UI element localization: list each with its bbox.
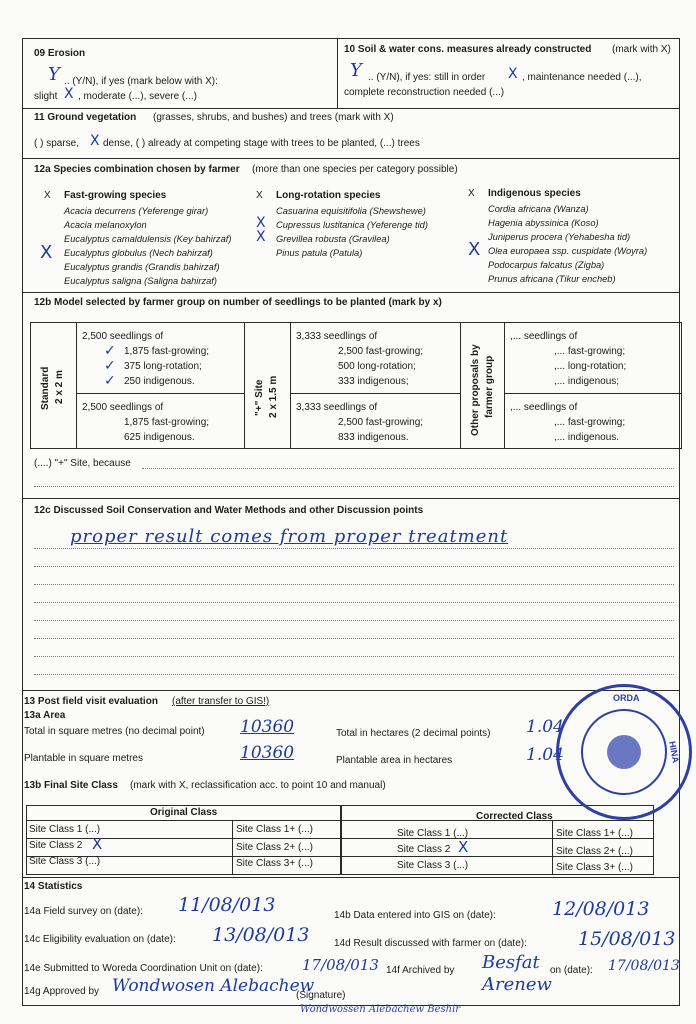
long-item: Casuarina equisitifolia (Shewshewe) xyxy=(276,206,426,216)
fast-item: Eucalyptus globulus (Nech bahirzaf) xyxy=(64,248,213,258)
std-b-line: 625 indigenous. xyxy=(124,432,195,443)
total-ha-value: 1.04 xyxy=(526,717,564,737)
writing-line xyxy=(34,602,674,603)
divider xyxy=(504,322,505,449)
corr-class-left: Site Class 3 (...) xyxy=(397,860,469,871)
long-item: Grevillea robusta (Gravilea) xyxy=(276,234,390,244)
long-header: Long-rotation species xyxy=(276,190,381,201)
erosion-slight-mark: X xyxy=(64,86,74,102)
fast-item: Eucalyptus camaldulensis (Key bahirzaf) xyxy=(64,234,232,244)
x-col-label: X xyxy=(256,190,263,201)
erosion-slight-label: slight xyxy=(34,91,58,102)
other-b-line: ,... seedlings of xyxy=(510,402,578,413)
std-a-check: ✓ xyxy=(104,373,116,389)
site-class-title: 13b Final Site Class xyxy=(24,780,118,791)
orig-class-right: Site Class 1+ (...) xyxy=(236,824,313,835)
corrected-class-header: Corrected Class xyxy=(476,811,553,822)
std-b-line: 1,875 fast-growing; xyxy=(124,417,210,428)
erosion-other-options: , moderate (...), severe (...) xyxy=(78,91,197,102)
other-b-line: ,... fast-growing; xyxy=(554,417,626,428)
gis-entry-date: 12/08/013 xyxy=(552,898,650,920)
swc-in-order-mark: X xyxy=(508,66,518,82)
writing-line xyxy=(34,656,674,657)
corr-class-mark: X xyxy=(458,838,469,856)
orig-class-left: Site Class 3 (...) xyxy=(29,856,101,867)
divider xyxy=(22,158,680,159)
writing-line xyxy=(34,584,674,585)
signature-stamp-text: Wondwossen Alebachew Beshir xyxy=(300,1004,461,1015)
divider xyxy=(340,805,342,875)
divider xyxy=(22,877,680,878)
archived-by: Besfat Arenew xyxy=(482,952,552,995)
writing-line xyxy=(34,548,674,549)
indigenous-item: Olea europaea ssp. cuspidate (Woyra) xyxy=(488,246,648,256)
indigenous-item: Hagenia abyssinica (Koso) xyxy=(488,218,599,228)
approved-by: Wondwosen Alebachew xyxy=(112,976,315,996)
corr-class-right: Site Class 3+ (...) xyxy=(556,862,633,873)
official-stamp xyxy=(556,684,692,820)
post-eval-title: 13 Post field visit evaluation xyxy=(24,696,158,707)
indigenous-item: Podocarpus falcatus (Zigba) xyxy=(488,260,605,270)
other-proposals-label2: farmer group xyxy=(484,355,495,418)
standard-label: Standard xyxy=(40,366,51,410)
vegetation-dense-mark: X xyxy=(90,133,100,149)
species-title: 12a Species combination chosen by farmer xyxy=(34,164,240,175)
discussion-handwriting: proper result comes from proper treatment xyxy=(70,526,509,547)
divider xyxy=(337,38,338,108)
original-class-header: Original Class xyxy=(150,807,218,818)
divider xyxy=(26,820,654,821)
std-a-check: ✓ xyxy=(104,358,116,374)
vegetation-rest: dense, ( ) already at competing stage with trees to be planted, (...) trees xyxy=(103,138,420,149)
indigenous-header: Indigenous species xyxy=(488,188,581,199)
divider xyxy=(244,322,245,449)
divider xyxy=(22,108,680,109)
other-b-line: ,... indigenous. xyxy=(554,432,620,443)
fast-mark: X xyxy=(40,242,53,263)
discussion-title: 12c Discussed Soil Conservation and Water Methods and other Discussion points xyxy=(34,505,424,516)
field-survey-date: 11/08/013 xyxy=(178,894,276,916)
divider xyxy=(76,322,77,449)
fast-item: Eucalyptus saligna (Saligna bahirzaf) xyxy=(64,276,217,286)
swc-line1a: .. (Y/N), if yes: still in order xyxy=(368,72,486,83)
indigenous-mark: X xyxy=(468,239,481,260)
other-a-line: ,... indigenous; xyxy=(554,376,620,387)
orig-class-mark: X xyxy=(92,835,103,853)
long-mark: X xyxy=(256,215,266,231)
species-title-rest: (more than one species per category possible) xyxy=(252,164,458,175)
plus-b-line: 2,500 fast-growing; xyxy=(338,417,424,428)
divider xyxy=(552,820,553,875)
vegetation-sparse: ( ) sparse, xyxy=(34,138,80,149)
eligibility-date: 13/08/013 xyxy=(212,924,310,946)
divider xyxy=(22,292,680,293)
plus-site-because: (....) "+" Site, because xyxy=(34,458,131,469)
plantable-sqm-value: 10360 xyxy=(240,743,295,763)
writing-line xyxy=(34,674,674,675)
stamp-emblem xyxy=(607,735,641,769)
divider xyxy=(22,690,680,691)
fast-item: Eucalyptus grandis (Grandis bahirzaf) xyxy=(64,262,220,272)
corr-class-right: Site Class 1+ (...) xyxy=(556,828,633,839)
orig-class-left: Site Class 2 xyxy=(29,840,83,851)
plus-site-label: "+" Site xyxy=(254,379,265,416)
signature-label: (Signature) xyxy=(296,990,346,1001)
fast-item: Acacia melanoxylon xyxy=(64,220,147,230)
archived-on-label: on (date): xyxy=(550,965,593,976)
other-proposals-label: Other proposals by xyxy=(470,344,481,436)
site-class-title-rest: (mark with X, reclassification acc. to point 10 and manual) xyxy=(130,780,386,791)
orig-class-right: Site Class 2+ (...) xyxy=(236,842,313,853)
writing-line xyxy=(34,566,674,567)
fast-item: Acacia decurrens (Yeferenge girar) xyxy=(64,206,209,216)
approved-label: 14g Approved by xyxy=(24,986,100,997)
standard-dim: 2 x 2 m xyxy=(54,370,65,404)
plantable-sqm-label: Plantable in square metres xyxy=(24,753,143,764)
writing-line xyxy=(34,486,674,487)
swc-yn-value: Y xyxy=(350,60,362,81)
divider xyxy=(232,820,233,875)
stamp-text: ORDA xyxy=(613,693,640,703)
divider xyxy=(290,322,291,449)
std-a-line: 1,875 fast-growing; xyxy=(124,346,210,357)
x-col-label: X xyxy=(468,188,475,199)
total-sqm-label: Total in square metres (no decimal point) xyxy=(24,726,205,737)
archived-date: 17/08/013 xyxy=(608,958,680,974)
woreda-date: 17/08/013 xyxy=(302,956,379,974)
indigenous-item: Juniperus procera (Yehabesha tid) xyxy=(488,232,631,242)
corr-class-right: Site Class 2+ (...) xyxy=(556,846,633,857)
erosion-yn-value: Y xyxy=(48,64,60,85)
erosion-yn-label: .. (Y/N), if yes (mark below with X): xyxy=(64,76,218,87)
x-col-label: X xyxy=(44,190,51,201)
std-a-line: 2,500 seedlings of xyxy=(82,331,164,342)
swc-title: 10 Soil & water cons. measures already constructed xyxy=(344,44,592,55)
erosion-title: 09 Erosion xyxy=(34,48,86,59)
divider xyxy=(76,393,244,394)
orig-class-left: Site Class 1 (...) xyxy=(29,824,101,835)
eligibility-label: 14c Eligibility evaluation on (date): xyxy=(24,934,176,945)
corr-class-left: Site Class 1 (...) xyxy=(397,828,469,839)
plantable-ha-label: Plantable area in hectares xyxy=(336,755,453,766)
indigenous-item: Cordia africana (Wanza) xyxy=(488,204,589,214)
vegetation-title-rest: (grasses, shrubs, and bushes) and trees (mark with X) xyxy=(153,112,394,123)
std-b-line: 2,500 seedlings of xyxy=(82,402,164,413)
divider xyxy=(460,322,461,449)
plus-a-line: 3,333 seedlings of xyxy=(296,331,378,342)
writing-line xyxy=(34,620,674,621)
area-title: 13a Area xyxy=(24,710,66,721)
statistics-title: 14 Statistics xyxy=(24,881,83,892)
other-a-line: ,... seedlings of xyxy=(510,331,578,342)
model-title: 12b Model selected by farmer group on number of seedlings to be planted (mark by x) xyxy=(34,297,442,308)
std-a-line: 250 indigenous. xyxy=(124,376,195,387)
vegetation-title: 11 Ground vegetation xyxy=(34,112,137,123)
std-a-check: ✓ xyxy=(104,343,116,359)
gis-entry-label: 14b Data entered into GIS on (date): xyxy=(334,910,496,921)
stamp-inner-ring xyxy=(581,709,667,795)
writing-line xyxy=(34,638,674,639)
long-item: Cupressus lustitanica (Yeferenge tid) xyxy=(276,220,428,230)
swc-line2: complete reconstruction needed (...) xyxy=(344,87,505,98)
field-survey-label: 14a Field survey on (date): xyxy=(24,906,143,917)
indigenous-item: Prunus africana (Tikur encheb) xyxy=(488,274,616,284)
swc-line1b: , maintenance needed (...), xyxy=(522,72,642,83)
total-ha-label: Total in hectares (2 decimal points) xyxy=(336,728,491,739)
total-sqm-value: 10360 xyxy=(240,717,295,737)
woreda-label: 14e Submitted to Woreda Coordination Unit on (date): xyxy=(24,963,263,974)
plus-b-line: 3,333 seedlings of xyxy=(296,402,378,413)
long-mark: X xyxy=(256,229,266,245)
orig-class-right: Site Class 3+ (...) xyxy=(236,858,313,869)
divider xyxy=(504,393,682,394)
result-discussed-label: 14d Result discussed with farmer on (date): xyxy=(334,938,527,949)
post-eval-title-rest: (after transfer to GIS!) xyxy=(172,696,270,707)
other-a-line: ,... long-rotation; xyxy=(554,361,627,372)
plus-a-line: 2,500 fast-growing; xyxy=(338,346,424,357)
other-a-line: ,... fast-growing; xyxy=(554,346,626,357)
plus-site-dim: 2 x 1.5 m xyxy=(268,375,279,418)
fast-header: Fast-growing species xyxy=(64,190,167,201)
std-a-line: 375 long-rotation; xyxy=(124,361,202,372)
archived-label: 14f Archived by xyxy=(386,965,455,976)
writing-line xyxy=(142,468,674,469)
plantable-ha-value: 1.04 xyxy=(526,745,564,765)
long-item: Pinus patula (Patula) xyxy=(276,248,363,258)
plus-a-line: 333 indigenous; xyxy=(338,376,409,387)
plus-a-line: 500 long-rotation; xyxy=(338,361,416,372)
plus-b-line: 833 indigenous. xyxy=(338,432,409,443)
result-discussed-date: 15/08/013 xyxy=(578,928,676,950)
stamp-text: HINA xyxy=(667,740,681,764)
divider xyxy=(22,498,680,499)
divider xyxy=(290,393,460,394)
corr-class-left: Site Class 2 xyxy=(397,844,451,855)
swc-hint: (mark with X) xyxy=(612,44,671,55)
